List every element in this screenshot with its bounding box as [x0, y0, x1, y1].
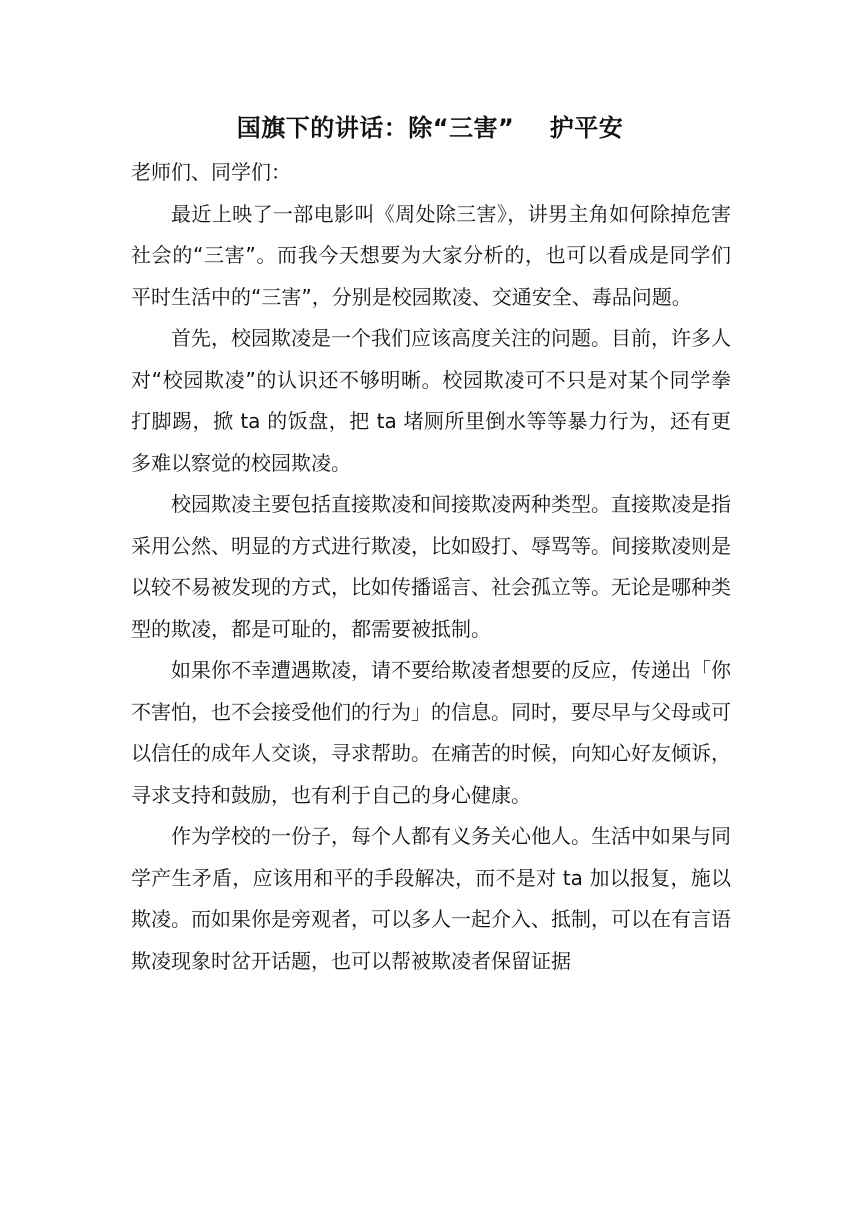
- salutation: 老师们、同学们：: [131, 160, 291, 184]
- page-title: 国旗下的讲话：除“三害” 护平安: [236, 114, 624, 142]
- paragraph-victim-advice: 如果你不幸遭遇欺凌，请不要给欺凌者想要的反应，传递出「你不害怕，也不会接受他们的行为」的信息。同时，要尽早与父母或可以信任的成年人交谈，寻求帮助。在痛苦的时候，向知心好友倾诉，寻求支持和鼓励，也有利于自己的身心健康。: [131, 658, 731, 807]
- paragraph-intro: 最近上映了一部电影叫《周处除三害》，讲男主角如何除掉危害社会的“三害”。而我今天想要为大家分析的，也可以看成是同学们平时生活中的“三害”，分别是校园欺凌、交通安全、毒品问题。: [131, 201, 731, 309]
- paragraph-bystander-advice: 作为学校的一份子，每个人都有义务关心他人。生活中如果与同学产生矛盾，应该用和平的手段解决，而不是对 ta 加以报复，施以欺凌。而如果你是旁观者，可以多人一起介入、抵制，可以在有言语欺凌现象时岔开话题，也可以帮被欺凌者保留证据: [131, 824, 731, 973]
- paragraph-bullying-awareness: 首先，校园欺凌是一个我们应该高度关注的问题。目前，许多人对“校园欺凌”的认识还不够明晰。校园欺凌可不只是对某个同学拳打脚踢，掀 ta 的饭盘，把 ta 堵厕所里倒水等等暴力行为，还有更多难以察觉的校园欺凌。: [131, 326, 731, 475]
- document-body: [131, 152, 731, 982]
- paragraph-bullying-types: 校园欺凌主要包括直接欺凌和间接欺凌两种类型。直接欺凌是指采用公然、明显的方式进行欺凌，比如殴打、辱骂等。间接欺凌则是以较不易被发现的方式，比如传播谣言、社会孤立等。无论是哪种类型的欺凌，都是可耻的，都需要被抵制。: [131, 492, 731, 641]
